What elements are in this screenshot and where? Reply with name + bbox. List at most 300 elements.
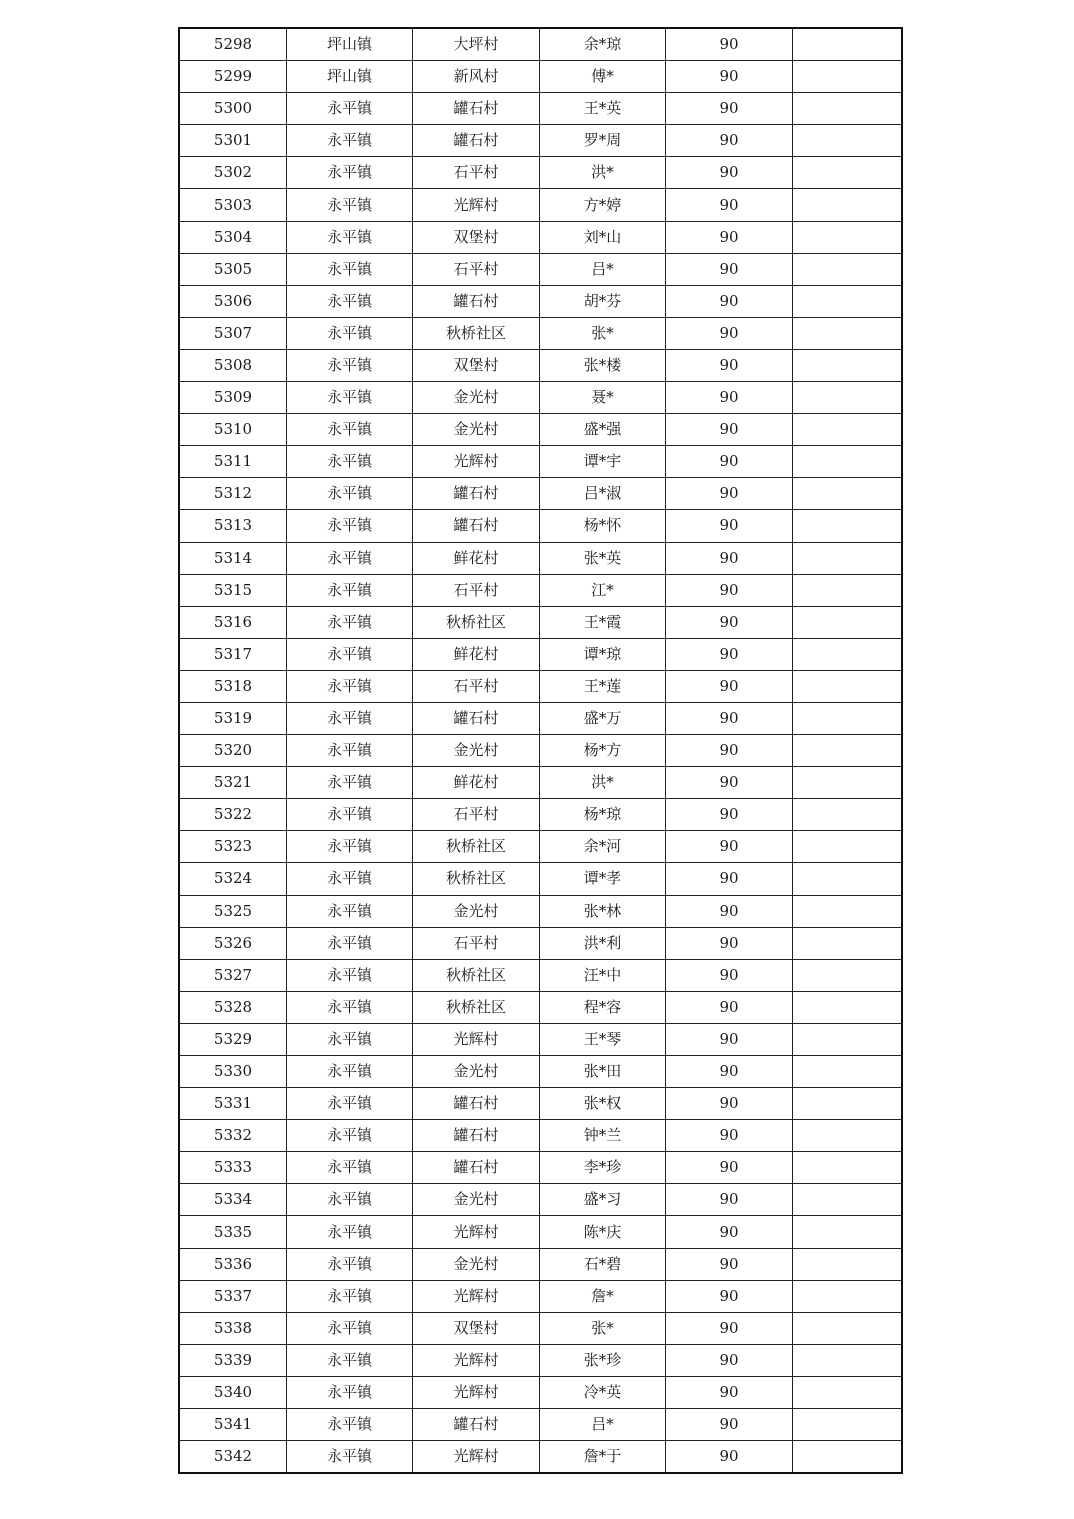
cell-amount: 90 (666, 1344, 793, 1376)
cell-town: 永平镇 (287, 735, 413, 767)
subsidy-list-table-container (178, 27, 894, 1474)
cell-amount: 90 (666, 414, 793, 446)
subsidy-list-table (178, 27, 903, 1474)
cell-serial-number: 5303 (179, 189, 287, 221)
cell-serial-number: 5331 (179, 1088, 287, 1120)
cell-serial-number: 5334 (179, 1184, 287, 1216)
cell-village: 罐石村 (413, 478, 540, 510)
table-row (179, 1216, 902, 1248)
cell-serial-number: 5315 (179, 574, 287, 606)
cell-serial-number: 5322 (179, 799, 287, 831)
cell-town: 永平镇 (287, 1344, 413, 1376)
cell-serial-number: 5338 (179, 1312, 287, 1344)
cell-serial-number: 5302 (179, 157, 287, 189)
cell-note (793, 606, 903, 638)
table-row (179, 510, 902, 542)
cell-town: 永平镇 (287, 478, 413, 510)
cell-amount: 90 (666, 349, 793, 381)
cell-person-name: 汪*中 (540, 959, 666, 991)
table-row (179, 285, 902, 317)
cell-amount: 90 (666, 542, 793, 574)
cell-amount: 90 (666, 478, 793, 510)
cell-village: 鲜花村 (413, 638, 540, 670)
cell-serial-number: 5321 (179, 767, 287, 799)
cell-town: 永平镇 (287, 382, 413, 414)
table-row (179, 125, 902, 157)
cell-serial-number: 5316 (179, 606, 287, 638)
cell-serial-number: 5307 (179, 317, 287, 349)
cell-serial-number: 5306 (179, 285, 287, 317)
cell-village: 双堡村 (413, 221, 540, 253)
cell-amount: 90 (666, 895, 793, 927)
cell-amount: 90 (666, 799, 793, 831)
cell-town: 永平镇 (287, 93, 413, 125)
table-row (179, 93, 902, 125)
cell-serial-number: 5337 (179, 1280, 287, 1312)
table-row (179, 1312, 902, 1344)
table-row (179, 574, 902, 606)
cell-person-name: 盛*强 (540, 414, 666, 446)
cell-note (793, 670, 903, 702)
cell-amount: 90 (666, 221, 793, 253)
cell-person-name: 谭*宇 (540, 446, 666, 478)
cell-town: 永平镇 (287, 1056, 413, 1088)
cell-amount: 90 (666, 317, 793, 349)
cell-person-name: 余*琼 (540, 28, 666, 61)
cell-amount: 90 (666, 767, 793, 799)
table-row (179, 991, 902, 1023)
cell-person-name: 杨*怀 (540, 510, 666, 542)
cell-amount: 90 (666, 1023, 793, 1055)
cell-amount: 90 (666, 446, 793, 478)
cell-serial-number: 5317 (179, 638, 287, 670)
cell-serial-number: 5301 (179, 125, 287, 157)
cell-serial-number: 5299 (179, 61, 287, 93)
cell-town: 坪山镇 (287, 28, 413, 61)
cell-town: 永平镇 (287, 767, 413, 799)
cell-person-name: 谭*孝 (540, 863, 666, 895)
cell-amount: 90 (666, 157, 793, 189)
cell-amount: 90 (666, 1088, 793, 1120)
cell-person-name: 詹* (540, 1280, 666, 1312)
cell-town: 永平镇 (287, 510, 413, 542)
cell-village: 石平村 (413, 574, 540, 606)
cell-person-name: 王*英 (540, 93, 666, 125)
cell-note (793, 991, 903, 1023)
table-row (179, 1376, 902, 1408)
table-row (179, 1152, 902, 1184)
cell-serial-number: 5298 (179, 28, 287, 61)
table-row (179, 189, 902, 221)
cell-person-name: 程*容 (540, 991, 666, 1023)
table-row (179, 1023, 902, 1055)
cell-village: 金光村 (413, 1056, 540, 1088)
cell-person-name: 王*莲 (540, 670, 666, 702)
table-row (179, 317, 902, 349)
table-row (179, 1441, 902, 1474)
cell-serial-number: 5333 (179, 1152, 287, 1184)
cell-town: 永平镇 (287, 542, 413, 574)
cell-town: 永平镇 (287, 1152, 413, 1184)
table-row (179, 61, 902, 93)
cell-town: 永平镇 (287, 1409, 413, 1441)
cell-amount: 90 (666, 991, 793, 1023)
cell-village: 罐石村 (413, 1120, 540, 1152)
cell-village: 秋桥社区 (413, 959, 540, 991)
cell-note (793, 1056, 903, 1088)
cell-note (793, 638, 903, 670)
cell-village: 罐石村 (413, 702, 540, 734)
cell-note (793, 1376, 903, 1408)
cell-serial-number: 5339 (179, 1344, 287, 1376)
cell-person-name: 江* (540, 574, 666, 606)
cell-amount: 90 (666, 1280, 793, 1312)
cell-amount: 90 (666, 253, 793, 285)
cell-town: 坪山镇 (287, 61, 413, 93)
cell-serial-number: 5318 (179, 670, 287, 702)
table-row (179, 1344, 902, 1376)
cell-note (793, 414, 903, 446)
cell-town: 永平镇 (287, 1376, 413, 1408)
table-row (179, 831, 902, 863)
cell-note (793, 574, 903, 606)
cell-serial-number: 5312 (179, 478, 287, 510)
cell-person-name: 张* (540, 1312, 666, 1344)
cell-village: 金光村 (413, 1184, 540, 1216)
cell-note (793, 93, 903, 125)
cell-amount: 90 (666, 735, 793, 767)
cell-serial-number: 5319 (179, 702, 287, 734)
cell-amount: 90 (666, 1152, 793, 1184)
cell-person-name: 张*权 (540, 1088, 666, 1120)
cell-amount: 90 (666, 606, 793, 638)
cell-note (793, 799, 903, 831)
cell-note (793, 317, 903, 349)
cell-person-name: 张*林 (540, 895, 666, 927)
table-row (179, 542, 902, 574)
cell-amount: 90 (666, 863, 793, 895)
table-row (179, 606, 902, 638)
cell-town: 永平镇 (287, 959, 413, 991)
cell-town: 永平镇 (287, 125, 413, 157)
cell-amount: 90 (666, 189, 793, 221)
table-row (179, 927, 902, 959)
table-row (179, 735, 902, 767)
cell-amount: 90 (666, 1441, 793, 1474)
table-row (179, 863, 902, 895)
cell-town: 永平镇 (287, 349, 413, 381)
cell-note (793, 735, 903, 767)
cell-village: 石平村 (413, 157, 540, 189)
cell-person-name: 杨*方 (540, 735, 666, 767)
cell-amount: 90 (666, 638, 793, 670)
cell-note (793, 1216, 903, 1248)
cell-town: 永平镇 (287, 253, 413, 285)
cell-serial-number: 5309 (179, 382, 287, 414)
cell-town: 永平镇 (287, 895, 413, 927)
cell-person-name: 王*琴 (540, 1023, 666, 1055)
cell-amount: 90 (666, 1184, 793, 1216)
cell-village: 罐石村 (413, 93, 540, 125)
cell-person-name: 方*婷 (540, 189, 666, 221)
cell-amount: 90 (666, 510, 793, 542)
cell-serial-number: 5341 (179, 1409, 287, 1441)
cell-village: 光辉村 (413, 1023, 540, 1055)
cell-village: 双堡村 (413, 1312, 540, 1344)
cell-amount: 90 (666, 28, 793, 61)
cell-note (793, 221, 903, 253)
cell-serial-number: 5326 (179, 927, 287, 959)
table-row (179, 959, 902, 991)
cell-amount: 90 (666, 1409, 793, 1441)
cell-town: 永平镇 (287, 221, 413, 253)
cell-town: 永平镇 (287, 285, 413, 317)
table-row (179, 28, 902, 61)
table-row (179, 382, 902, 414)
cell-town: 永平镇 (287, 1088, 413, 1120)
cell-town: 永平镇 (287, 1312, 413, 1344)
cell-serial-number: 5320 (179, 735, 287, 767)
cell-note (793, 1312, 903, 1344)
cell-note (793, 382, 903, 414)
cell-village: 光辉村 (413, 1376, 540, 1408)
cell-serial-number: 5311 (179, 446, 287, 478)
cell-note (793, 61, 903, 93)
table-row (179, 638, 902, 670)
table-row (179, 670, 902, 702)
cell-town: 永平镇 (287, 157, 413, 189)
cell-village: 光辉村 (413, 189, 540, 221)
cell-amount: 90 (666, 93, 793, 125)
cell-town: 永平镇 (287, 606, 413, 638)
cell-serial-number: 5314 (179, 542, 287, 574)
cell-town: 永平镇 (287, 1441, 413, 1474)
cell-person-name: 詹*于 (540, 1441, 666, 1474)
cell-note (793, 478, 903, 510)
cell-amount: 90 (666, 1120, 793, 1152)
cell-serial-number: 5304 (179, 221, 287, 253)
cell-note (793, 542, 903, 574)
cell-village: 大坪村 (413, 28, 540, 61)
table-row (179, 349, 902, 381)
cell-note (793, 702, 903, 734)
cell-amount: 90 (666, 1248, 793, 1280)
cell-village: 光辉村 (413, 1280, 540, 1312)
table-row (179, 1120, 902, 1152)
cell-person-name: 盛*习 (540, 1184, 666, 1216)
cell-town: 永平镇 (287, 189, 413, 221)
cell-town: 永平镇 (287, 1216, 413, 1248)
cell-serial-number: 5330 (179, 1056, 287, 1088)
cell-note (793, 189, 903, 221)
cell-person-name: 谭*琼 (540, 638, 666, 670)
cell-town: 永平镇 (287, 317, 413, 349)
cell-town: 永平镇 (287, 446, 413, 478)
cell-village: 金光村 (413, 735, 540, 767)
cell-village: 石平村 (413, 927, 540, 959)
cell-village: 光辉村 (413, 1344, 540, 1376)
cell-town: 永平镇 (287, 1120, 413, 1152)
cell-serial-number: 5313 (179, 510, 287, 542)
table-row (179, 1280, 902, 1312)
cell-person-name: 张*楼 (540, 349, 666, 381)
cell-person-name: 聂* (540, 382, 666, 414)
cell-village: 鲜花村 (413, 767, 540, 799)
cell-serial-number: 5310 (179, 414, 287, 446)
cell-note (793, 1120, 903, 1152)
cell-person-name: 洪*利 (540, 927, 666, 959)
cell-note (793, 1023, 903, 1055)
cell-note (793, 959, 903, 991)
cell-village: 罐石村 (413, 510, 540, 542)
cell-person-name: 陈*庆 (540, 1216, 666, 1248)
cell-village: 金光村 (413, 382, 540, 414)
table-row (179, 1409, 902, 1441)
cell-note (793, 446, 903, 478)
table-row (179, 895, 902, 927)
cell-village: 秋桥社区 (413, 606, 540, 638)
cell-town: 永平镇 (287, 1184, 413, 1216)
cell-serial-number: 5300 (179, 93, 287, 125)
cell-village: 双堡村 (413, 349, 540, 381)
cell-note (793, 1280, 903, 1312)
cell-village: 秋桥社区 (413, 991, 540, 1023)
cell-serial-number: 5328 (179, 991, 287, 1023)
cell-village: 金光村 (413, 414, 540, 446)
cell-amount: 90 (666, 382, 793, 414)
table-row (179, 253, 902, 285)
cell-note (793, 253, 903, 285)
table-row (179, 1056, 902, 1088)
table-row (179, 799, 902, 831)
cell-serial-number: 5308 (179, 349, 287, 381)
cell-amount: 90 (666, 285, 793, 317)
cell-village: 石平村 (413, 799, 540, 831)
cell-note (793, 1344, 903, 1376)
cell-village: 罐石村 (413, 1409, 540, 1441)
cell-person-name: 吕* (540, 253, 666, 285)
cell-village: 秋桥社区 (413, 831, 540, 863)
cell-note (793, 1152, 903, 1184)
cell-village: 鲜花村 (413, 542, 540, 574)
cell-serial-number: 5327 (179, 959, 287, 991)
cell-note (793, 831, 903, 863)
cell-person-name: 钟*兰 (540, 1120, 666, 1152)
cell-town: 永平镇 (287, 1248, 413, 1280)
table-row (179, 767, 902, 799)
cell-note (793, 895, 903, 927)
table-row (179, 1184, 902, 1216)
cell-town: 永平镇 (287, 414, 413, 446)
cell-town: 永平镇 (287, 702, 413, 734)
cell-village: 光辉村 (413, 1441, 540, 1474)
cell-village: 罐石村 (413, 285, 540, 317)
table-row (179, 414, 902, 446)
cell-village: 新风村 (413, 61, 540, 93)
table-row (179, 221, 902, 253)
cell-person-name: 洪* (540, 767, 666, 799)
table-row (179, 446, 902, 478)
cell-note (793, 157, 903, 189)
cell-town: 永平镇 (287, 638, 413, 670)
cell-village: 石平村 (413, 670, 540, 702)
cell-serial-number: 5305 (179, 253, 287, 285)
cell-note (793, 349, 903, 381)
cell-person-name: 洪* (540, 157, 666, 189)
cell-village: 石平村 (413, 253, 540, 285)
cell-note (793, 1409, 903, 1441)
cell-amount: 90 (666, 1216, 793, 1248)
cell-person-name: 傅* (540, 61, 666, 93)
cell-town: 永平镇 (287, 863, 413, 895)
cell-amount: 90 (666, 959, 793, 991)
cell-note (793, 28, 903, 61)
cell-person-name: 王*霞 (540, 606, 666, 638)
table-row (179, 1088, 902, 1120)
cell-village: 罐石村 (413, 1088, 540, 1120)
cell-village: 金光村 (413, 895, 540, 927)
cell-serial-number: 5340 (179, 1376, 287, 1408)
cell-amount: 90 (666, 927, 793, 959)
cell-note (793, 927, 903, 959)
cell-note (793, 285, 903, 317)
cell-note (793, 1248, 903, 1280)
cell-note (793, 863, 903, 895)
cell-serial-number: 5325 (179, 895, 287, 927)
cell-person-name: 罗*周 (540, 125, 666, 157)
cell-amount: 90 (666, 125, 793, 157)
cell-note (793, 1184, 903, 1216)
table-row (179, 702, 902, 734)
cell-amount: 90 (666, 1056, 793, 1088)
cell-person-name: 刘*山 (540, 221, 666, 253)
cell-person-name: 吕* (540, 1409, 666, 1441)
cell-serial-number: 5332 (179, 1120, 287, 1152)
table-row (179, 478, 902, 510)
cell-note (793, 1441, 903, 1474)
cell-note (793, 1088, 903, 1120)
cell-person-name: 吕*淑 (540, 478, 666, 510)
cell-town: 永平镇 (287, 670, 413, 702)
cell-town: 永平镇 (287, 574, 413, 606)
cell-serial-number: 5324 (179, 863, 287, 895)
cell-serial-number: 5342 (179, 1441, 287, 1474)
cell-amount: 90 (666, 61, 793, 93)
cell-town: 永平镇 (287, 831, 413, 863)
cell-note (793, 510, 903, 542)
cell-village: 光辉村 (413, 446, 540, 478)
cell-person-name: 盛*万 (540, 702, 666, 734)
cell-town: 永平镇 (287, 1280, 413, 1312)
cell-person-name: 胡*芬 (540, 285, 666, 317)
cell-note (793, 767, 903, 799)
cell-town: 永平镇 (287, 991, 413, 1023)
table-row (179, 1248, 902, 1280)
cell-amount: 90 (666, 670, 793, 702)
cell-person-name: 杨*琼 (540, 799, 666, 831)
table-body (179, 28, 902, 1473)
cell-amount: 90 (666, 1376, 793, 1408)
cell-person-name: 张*英 (540, 542, 666, 574)
cell-town: 永平镇 (287, 927, 413, 959)
cell-serial-number: 5335 (179, 1216, 287, 1248)
cell-person-name: 张*田 (540, 1056, 666, 1088)
cell-amount: 90 (666, 574, 793, 606)
cell-village: 秋桥社区 (413, 317, 540, 349)
cell-note (793, 125, 903, 157)
cell-person-name: 余*河 (540, 831, 666, 863)
cell-person-name: 张*珍 (540, 1344, 666, 1376)
